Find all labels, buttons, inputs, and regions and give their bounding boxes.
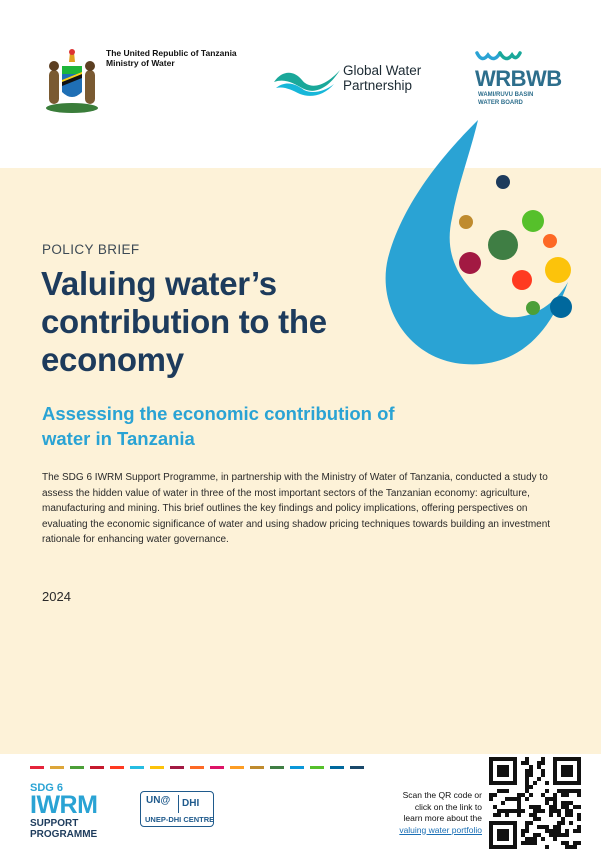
document-type: POLICY BRIEF — [42, 242, 140, 257]
sdg-label: SDG 6 — [30, 782, 64, 794]
summary-paragraph: The SDG 6 IWRM Support Programme, in partnership with the Ministry of Water of Tanzania, conducted a study to assess the hidden value of water in three of the most important sectors of the Tanzanian economy: agriculture, manufacturing and mining. This brief outlines the key findings and policy implications, offering perspectives on evaluating the economic significance of water and using shadow pricing techniques towards building an investment rationale for enhancing water governance. — [42, 472, 551, 545]
sdg-color-dash — [350, 766, 364, 769]
sdg-color-dash — [170, 766, 184, 769]
water-drop-illustration — [380, 118, 580, 388]
iwrm-label: IWRM — [30, 791, 98, 819]
sdg-color-dash — [310, 766, 324, 769]
sdg-color-dash — [190, 766, 204, 769]
sdg-color-bar — [30, 766, 364, 769]
qr-line-2: click on the link to — [414, 801, 482, 812]
gov-line-1: The United Republic of Tanzania — [106, 48, 237, 58]
wrbwb-line-2: WATER BOARD — [478, 99, 523, 106]
global-water-partnership-logo-icon — [272, 66, 344, 98]
sdg-color-dash — [290, 766, 304, 769]
wrbwb-line-1: WAMI/RUVU BASIN — [478, 92, 534, 98]
sdg-color-dash — [150, 766, 164, 769]
sdg-color-dash — [110, 766, 124, 769]
gwp-line-2: Partnership — [343, 77, 413, 93]
tanzania-coat-of-arms-icon — [40, 48, 104, 114]
sdg-color-dash — [70, 766, 84, 769]
unep-dhi-centre-label: UNEP-DHI CENTRE — [145, 815, 215, 824]
sdg-color-dash — [90, 766, 104, 769]
sdg-color-dash — [30, 766, 44, 769]
support-label: SUPPORT — [30, 818, 79, 829]
gov-line-2: Ministry of Water — [106, 58, 175, 68]
sdg-color-dash — [50, 766, 64, 769]
page-subtitle: Assessing the economic contribution of water in Tanzania — [42, 403, 395, 449]
gwp-name — [343, 64, 463, 93]
unep-label: UN@ — [146, 795, 171, 806]
support-programme-label — [30, 819, 120, 840]
wrbwb-subtitle — [478, 92, 568, 107]
qr-line-1: Scan the QR code or — [402, 790, 482, 800]
programme-label: PROGRAMME — [30, 828, 98, 840]
qr-code-icon[interactable] — [489, 757, 581, 849]
gwp-line-1: Global Water — [343, 63, 422, 78]
sdg-color-dash — [230, 766, 244, 769]
sdg-color-dash — [270, 766, 284, 769]
wrbwb-wave-icon — [474, 49, 522, 65]
sdg-color-dash — [130, 766, 144, 769]
sdg-color-dash — [250, 766, 264, 769]
qr-line-3: learn more about the — [403, 813, 482, 823]
qr-instructions — [374, 790, 482, 836]
page-title: Valuing water’s contribution to the economy — [41, 265, 327, 378]
ministry-name — [106, 48, 276, 68]
portfolio-link[interactable]: valuing water portfolio — [399, 824, 482, 835]
unep-divider — [178, 795, 179, 813]
dhi-label: DHI — [182, 798, 200, 809]
publication-year: 2024 — [42, 589, 71, 604]
sdg-color-dash — [210, 766, 224, 769]
sdg-color-dash — [330, 766, 344, 769]
wrbwb-name: WRBWB — [475, 66, 562, 91]
